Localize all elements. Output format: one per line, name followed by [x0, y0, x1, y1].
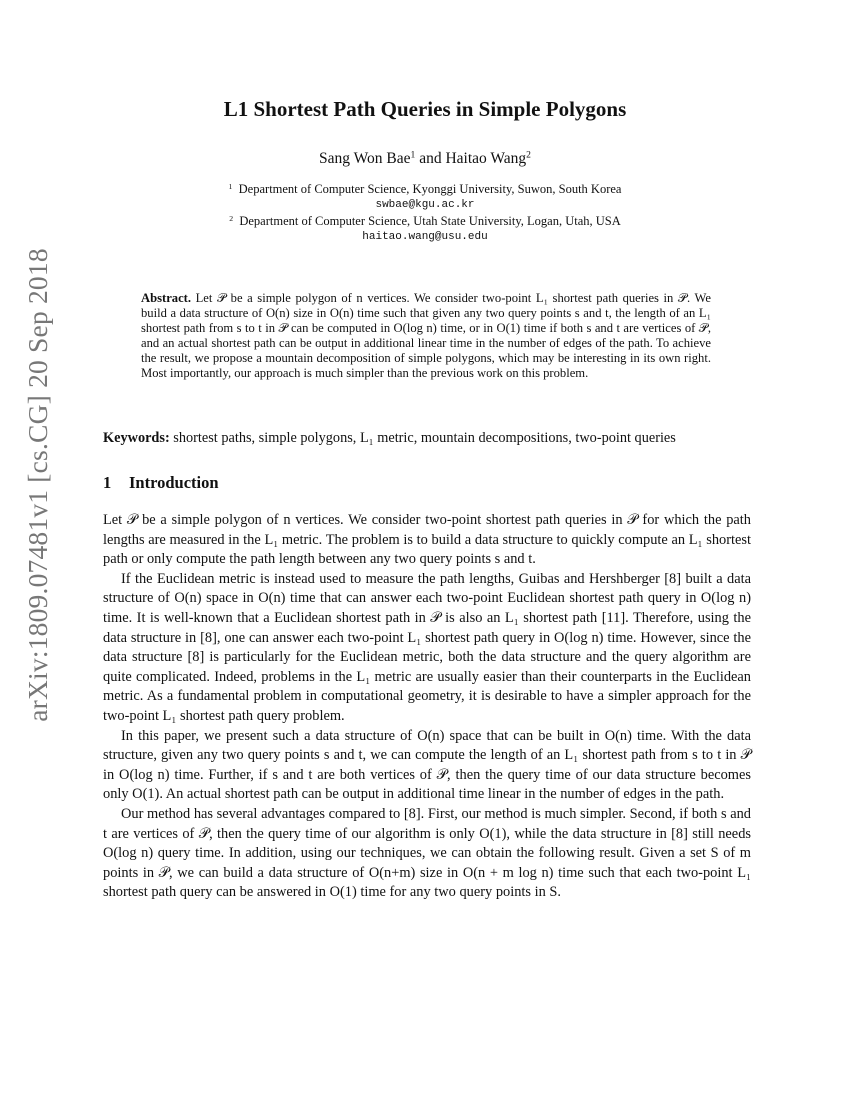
- author-line: [0, 150, 850, 168]
- affiliation-text: Department of Computer Science, Utah State University, Logan, Utah, USA: [239, 214, 621, 228]
- affiliation-1: [0, 182, 850, 197]
- author-email-2: haitao.wang@usu.edu: [362, 231, 488, 243]
- author-email-1: swbae@kgu.ac.kr: [375, 199, 475, 211]
- keywords-text: shortest paths, simple polygons, L₁ metric, mountain decompositions, two-point queries: [173, 430, 676, 446]
- author-affiliation-mark: 1: [410, 149, 416, 161]
- authors-joiner: and: [419, 150, 442, 167]
- keywords-label: Keywords:: [103, 430, 170, 446]
- section-heading: [103, 473, 219, 493]
- abstract-label: Abstract.: [141, 291, 192, 305]
- paper-title: L1 Shortest Path Queries in Simple Polygons: [223, 97, 627, 121]
- abstract: [141, 291, 711, 380]
- affiliation-2: [0, 214, 850, 229]
- affiliation-mark: 1: [228, 181, 233, 191]
- body-paragraph: Let 𝒫 be a simple polygon of n vertices. We consider two-point shortest path queries in 𝒫 for which the path lengths are measured in the L₁ metric. The problem is to build a data structure to quickly compute an L₁ shortest path or only compute the path length between any two query points s and t.: [103, 512, 751, 568]
- section-title: Introduction: [129, 473, 219, 492]
- author-name: Sang Won Bae: [319, 150, 411, 167]
- affiliation-text: Department of Computer Science, Kyonggi University, Suwon, South Korea: [238, 182, 622, 196]
- arxiv-identifier-stamp: [18, 248, 58, 722]
- arxiv-stamp-text: arXiv:1809.07481v1 [cs.CG] 20 Sep 2018: [22, 248, 53, 722]
- body-paragraph: Our method has several advantages compared to [8]. First, our method is much simpler. Second, if both s and t are vertices of 𝒫, then the query time of our algorithm is only O(1), while the data structure in [8] still needs O(log n) query time. In addition, using our techniques, we can obtain the following result. Given a set S of m points in 𝒫, we can build a data structure of O(n+m) size in O(n + m log n) time such that each two-point L₁ shortest path query can be answered in O(1) time for any two query points in S.: [103, 805, 751, 901]
- introduction-body: [103, 511, 751, 903]
- keywords: [103, 430, 763, 447]
- body-paragraph: If the Euclidean metric is instead used to measure the path lengths, Guibas and Hershberger [8] built a data structure of O(n) space in O(n) time that can answer each two-point Euclidean shortest path query in O(log n) time. It is well-known that a Euclidean shortest path in 𝒫 is also an L₁ shortest path [11]. Therefore, using the data structure in [8], one can answer each two-point L₁ shortest path query in O(log n) time. However, since the data structure [8] is particularly for the Euclidean metric, both the data structure and the query algorithm are quite complicated. Indeed, problems in the L₁ metric are usually easier than their counterparts in the Euclidean metric. As a fundamental problem in computational geometry, it is desirable to have a simpler approach for the two-point L₁ shortest path query problem.: [103, 570, 751, 724]
- body-paragraph: In this paper, we present such a data structure of O(n) space that can be built in O(n) time. With the data structure, given any two query points s and t, we can compute the length of an L₁ shortest path from s to t in 𝒫 in O(log n) time. Further, if s and t are both vertices of 𝒫, then the query time of our data structure becomes only O(1). An actual shortest path can be output in additional time linear in the number of edges in the path.: [103, 727, 751, 803]
- author-name: Haitao Wang: [445, 150, 527, 167]
- affiliation-mark: 2: [229, 213, 234, 223]
- section-number: 1: [103, 473, 112, 492]
- abstract-text: Let 𝒫 be a simple polygon of n vertices. We consider two-point L₁ shortest path queries in 𝒫. We build a data structure of O(n) size in O(n) time such that given any two query points s and t, the length of an L₁ shortest path from s to t in 𝒫 can be computed in O(log n) time, or in O(1) time if both s and t are vertices of 𝒫, and an actual shortest path can be output in additional linear time in the number of edges of the path. To achieve the result, we propose a mountain decomposition of simple polygons, which may be interesting in its own right. Most importantly, our approach is much simpler than the previous work on this problem.: [141, 291, 711, 380]
- author-affiliation-mark: 2: [526, 149, 531, 161]
